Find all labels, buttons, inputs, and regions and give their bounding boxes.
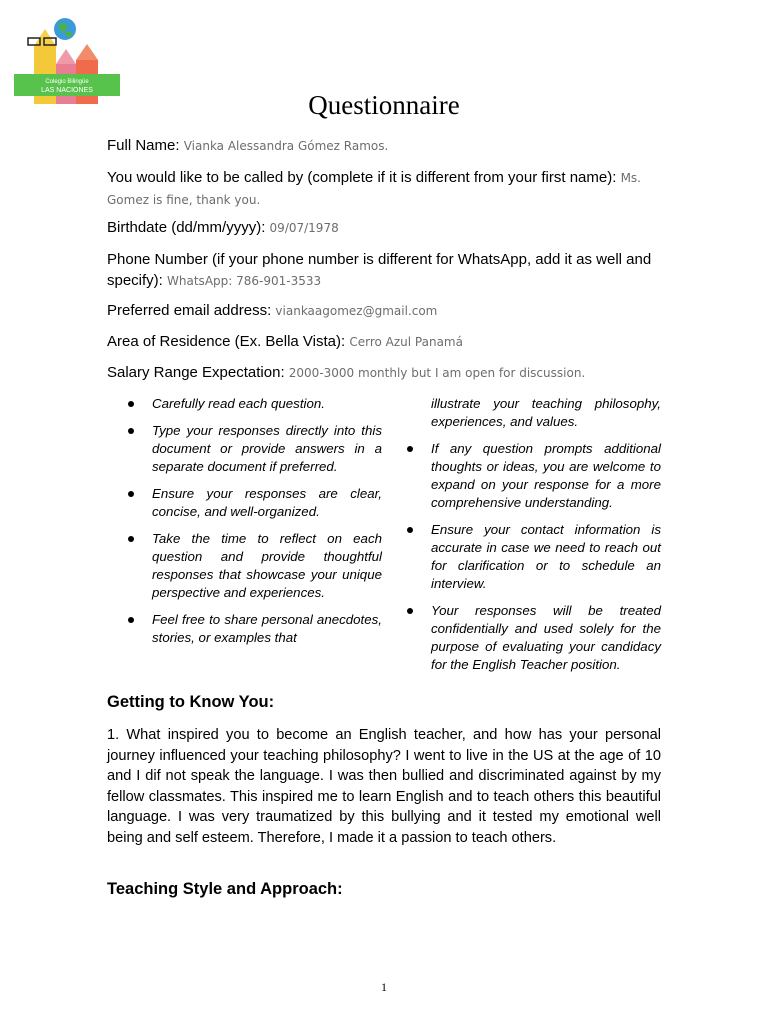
instruction-item: If any question prompts additional thoughts or ideas, you are welcome to expand on your response for a more comprehensive understanding. xyxy=(407,440,661,512)
instruction-item: Ensure your contact information is accurate in case we need to reach out for clarification or to schedule an interview. xyxy=(407,521,661,593)
instruction-item: Your responses will be treated confidentially and used solely for the purpose of evaluating your candidacy for the English Teacher position. xyxy=(407,602,661,674)
field-label: You would like to be called by (complete if it is different from your first name): xyxy=(107,169,617,186)
bullet-icon xyxy=(128,536,134,542)
field-salary xyxy=(107,362,661,384)
field-label: Birthdate (dd/mm/yyyy): xyxy=(107,219,266,236)
instruction-item: Ensure your responses are clear, concise, and well-organized. xyxy=(128,485,382,521)
field-residence xyxy=(107,331,661,353)
field-answer[interactable]: 2000-3000 monthly but I am open for discussion. xyxy=(288,366,586,380)
field-answer[interactable]: Ms. Gomez is fine, thank you. xyxy=(107,171,641,207)
instruction-item: Carefully read each question. xyxy=(128,395,382,413)
bullet-icon xyxy=(407,608,413,614)
field-label: Full Name: xyxy=(107,137,180,154)
instruction-continuation: illustrate your teaching philosophy, experiences, and values. xyxy=(431,396,661,429)
section-heading-getting-to-know-you: Getting to Know You: xyxy=(107,693,275,711)
bullet-icon xyxy=(407,446,413,452)
field-phone-number xyxy=(107,249,661,292)
page-title: Questionnaire xyxy=(308,90,460,120)
field-full-name xyxy=(107,135,661,157)
field-answer[interactable]: Vianka Alessandra Gómez Ramos. xyxy=(183,139,389,153)
instructions-left-column xyxy=(128,395,382,656)
field-answer[interactable]: viankaagomez@gmail.com xyxy=(275,304,438,318)
logo-text-line1: Colegio Bilingüe xyxy=(45,79,89,85)
section-heading-teaching-style: Teaching Style and Approach: xyxy=(107,880,343,898)
instruction-item: Feel free to share personal anecdotes, stories, or examples that xyxy=(128,611,382,647)
question-1-paragraph[interactable]: 1. What inspired you to become an English teacher, and how has your personal journey influenced your teaching philosophy? I went to live in the US at the age of 10 and I dif not speak the language. I was then bullied and discriminated against by my fellow classmates. This inspired me to learn English and to teach others this beautiful language. I was very traumatized by this bullying and it tested my emotional well being and self esteem. Therefore, I made it a passion to teach others. xyxy=(107,727,661,846)
bullet-icon xyxy=(128,617,134,623)
instructions-right-column xyxy=(407,395,661,683)
instruction-item: Type your responses directly into this document or provide answers in a separate document if preferred. xyxy=(128,422,382,476)
instruction-item: Take the time to reflect on each question and provide thoughtful responses that showcase your unique perspective and experiences. xyxy=(128,530,382,602)
field-answer[interactable]: WhatsApp: 786-901-3533 xyxy=(167,274,322,288)
field-birthdate xyxy=(107,217,661,239)
field-answer[interactable]: Cerro Azul Panamá xyxy=(349,335,463,349)
page-number: 1 xyxy=(381,980,387,994)
field-label: Area of Residence (Ex. Bella Vista): xyxy=(107,333,346,350)
field-email xyxy=(107,300,661,322)
bullet-icon xyxy=(128,401,134,407)
bullet-icon xyxy=(128,428,134,434)
field-label: Preferred email address: xyxy=(107,302,272,319)
field-preferred-name xyxy=(107,167,661,211)
field-label: Salary Range Expectation: xyxy=(107,364,285,381)
logo-text-line2: LAS NACIONES xyxy=(41,87,93,94)
field-answer[interactable]: 09/07/1978 xyxy=(269,221,339,235)
bullet-icon xyxy=(407,527,413,533)
bullet-icon xyxy=(128,491,134,497)
field-label: Phone Number (if your phone number is different for WhatsApp, add it as well and specify): xyxy=(107,251,652,289)
